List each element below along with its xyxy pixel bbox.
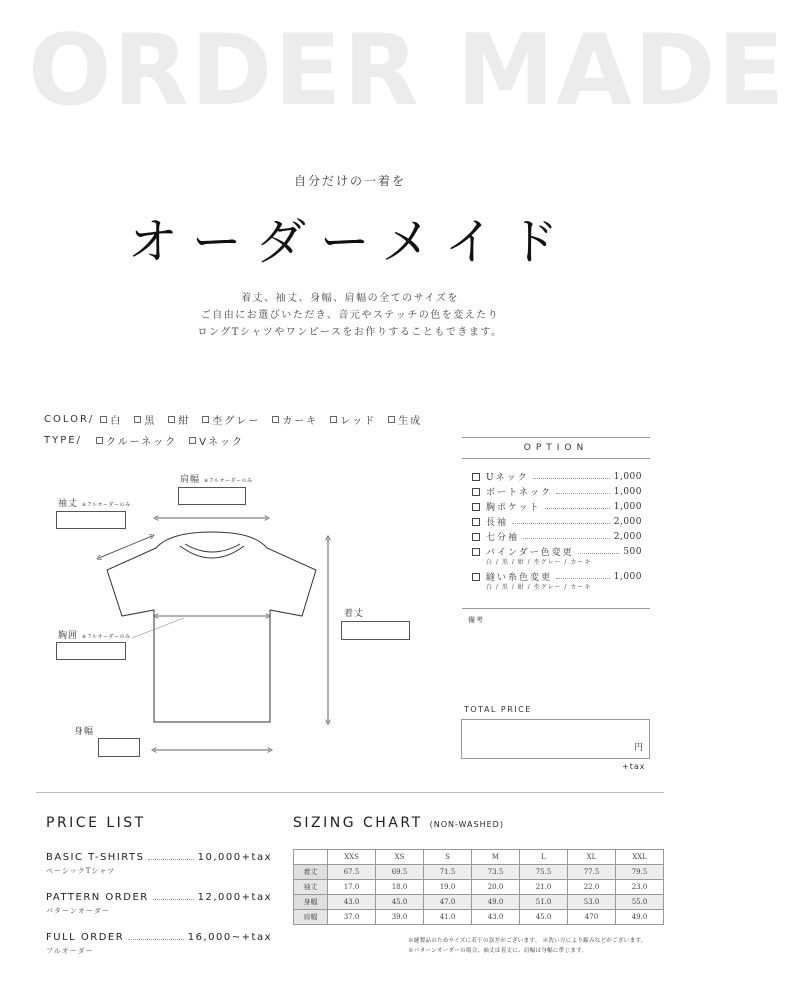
sizing-notes bbox=[408, 936, 647, 956]
checkbox[interactable] bbox=[189, 437, 196, 444]
description-line: ロングTシャツやワンピースをお作りすることもできます。 bbox=[197, 327, 503, 338]
table-row bbox=[294, 880, 664, 895]
row-label: 着丈 bbox=[294, 865, 328, 880]
option-thread-color[interactable]: 縫い糸色変更 1,000 bbox=[472, 569, 642, 584]
table-cell: 43.0 bbox=[328, 895, 376, 910]
table-corner bbox=[294, 850, 328, 865]
table-header: L bbox=[520, 850, 568, 865]
checkbox[interactable] bbox=[134, 416, 141, 423]
table-cell: 71.5 bbox=[424, 865, 472, 880]
table-cell: 75.5 bbox=[520, 865, 568, 880]
length-label: 着丈 bbox=[344, 609, 365, 619]
body-width-label: 身幅 bbox=[74, 727, 95, 737]
table-cell: 49.0 bbox=[472, 895, 520, 910]
background-title: ORDER MADE bbox=[28, 14, 786, 128]
table-header: XS bbox=[376, 850, 424, 865]
option-three-quarter-sleeve[interactable]: 七分袖 2,000 bbox=[472, 529, 642, 544]
table-cell: 67.5 bbox=[328, 865, 376, 880]
sizing-note: ※パターンオーダーの場合、袖丈は着丈に、肩幅は身幅に準じます。 bbox=[408, 948, 588, 954]
table-cell: 53.0 bbox=[568, 895, 616, 910]
description-line: 着丈、袖丈、身幅、肩幅の全てのサイズを bbox=[241, 293, 459, 304]
table-cell: 19.0 bbox=[424, 880, 472, 895]
table-cell: 79.5 bbox=[616, 865, 664, 880]
sleeve-label: 袖丈 ※フルオーダーのみ bbox=[58, 499, 131, 509]
price-item-sub: ベーシックTシャツ bbox=[46, 867, 116, 875]
option-panel bbox=[462, 437, 650, 609]
table-cell: 69.5 bbox=[376, 865, 424, 880]
checkbox[interactable] bbox=[472, 518, 480, 526]
checkbox[interactable] bbox=[388, 416, 395, 423]
color-option-white[interactable]: 白 bbox=[100, 412, 122, 427]
table-cell: 47.0 bbox=[424, 895, 472, 910]
checkbox[interactable] bbox=[330, 416, 337, 423]
table-header: XXL bbox=[616, 850, 664, 865]
table-cell: 20.0 bbox=[472, 880, 520, 895]
option-note: 白 / 黒 / 紺 / 杢グレー / カーキ bbox=[486, 559, 592, 566]
table-header: S bbox=[424, 850, 472, 865]
table-cell: 39.0 bbox=[376, 910, 424, 925]
sub-heading: 自分だけの一着を bbox=[293, 174, 406, 188]
currency-label: 円 bbox=[633, 743, 643, 753]
table-cell: 41.0 bbox=[424, 910, 472, 925]
table-row bbox=[294, 910, 664, 925]
table-row bbox=[294, 895, 664, 910]
total-price-box[interactable] bbox=[461, 719, 650, 759]
shoulder-input-box[interactable] bbox=[178, 487, 246, 505]
price-item-full bbox=[46, 932, 272, 956]
table-cell: 45.0 bbox=[376, 895, 424, 910]
type-label: TYPE/ bbox=[44, 435, 82, 446]
table-cell: 21.0 bbox=[520, 880, 568, 895]
color-option-navy[interactable]: 紺 bbox=[168, 412, 190, 427]
price-item-name: BASIC T-SHIRTS bbox=[46, 852, 145, 863]
price-item-sub: パターンオーダー bbox=[46, 907, 110, 915]
table-cell: 43.0 bbox=[472, 910, 520, 925]
chest-label: 胸囲 ※フルオーダーのみ bbox=[58, 631, 131, 641]
option-boat-neck[interactable]: ボートネック 1,000 bbox=[472, 484, 642, 499]
checkbox[interactable] bbox=[100, 416, 107, 423]
type-option-v-neck[interactable]: Vネック bbox=[189, 433, 244, 448]
row-label: 肩幅 bbox=[294, 910, 328, 925]
row-label: 袖丈 bbox=[294, 880, 328, 895]
color-option-khaki[interactable]: カーキ bbox=[272, 412, 318, 427]
checkbox[interactable] bbox=[472, 573, 480, 581]
color-option-heather-gray[interactable]: 杢グレー bbox=[202, 412, 260, 427]
description bbox=[0, 290, 700, 341]
checkbox[interactable] bbox=[202, 416, 209, 423]
length-input-box[interactable] bbox=[341, 621, 410, 640]
sleeve-input-box[interactable] bbox=[56, 511, 126, 529]
option-long-sleeve[interactable]: 長袖 2,000 bbox=[472, 514, 642, 529]
shoulder-label: 肩幅 ※フルオーダーのみ bbox=[180, 475, 253, 485]
checkbox[interactable] bbox=[272, 416, 279, 423]
color-option-red[interactable]: レッド bbox=[330, 412, 376, 427]
checkbox[interactable] bbox=[472, 473, 480, 481]
chest-input-box[interactable] bbox=[56, 642, 126, 660]
checkbox[interactable] bbox=[472, 488, 480, 496]
table-cell: 23.0 bbox=[616, 880, 664, 895]
table-header: XXS bbox=[328, 850, 376, 865]
sizing-chart-subtitle: (NON-WASHED) bbox=[429, 820, 504, 829]
checkbox[interactable] bbox=[472, 503, 480, 511]
table-cell: 51.0 bbox=[520, 895, 568, 910]
row-label: 身幅 bbox=[294, 895, 328, 910]
page-title: オーダーメイド bbox=[127, 213, 573, 271]
divider bbox=[462, 608, 650, 609]
table-header-row bbox=[294, 850, 664, 865]
option-chest-pocket[interactable]: 胸ポケット 1,000 bbox=[472, 499, 642, 514]
section-divider bbox=[36, 792, 664, 793]
tax-note: +tax bbox=[622, 762, 646, 771]
price-item-name: PATTERN ORDER bbox=[46, 892, 149, 903]
table-cell: 77.5 bbox=[568, 865, 616, 880]
checkbox[interactable] bbox=[96, 437, 103, 444]
sizing-table bbox=[293, 849, 664, 925]
table-cell: 55.0 bbox=[616, 895, 664, 910]
price-list-title: PRICE LIST bbox=[46, 815, 146, 831]
price-item-name: FULL ORDER bbox=[46, 932, 125, 943]
description-line: ご自由にお選びいただき、音元やステッチの色を変えたり bbox=[200, 310, 500, 321]
sizing-note: ※縫製品のためサイズに若干の誤差がございます。 ※洗い方により縮みなどがございます。 bbox=[408, 938, 647, 944]
color-option-black[interactable]: 黒 bbox=[134, 412, 156, 427]
table-cell: 18.0 bbox=[376, 880, 424, 895]
type-option-crew-neck[interactable]: クルーネック bbox=[96, 433, 177, 448]
color-label: COLOR/ bbox=[44, 414, 95, 425]
option-u-neck[interactable]: Uネック 1,000 bbox=[472, 469, 642, 484]
option-note: 白 / 黒 / 紺 / 杢グレー / カーキ bbox=[486, 584, 592, 591]
total-price-label: TOTAL PRICE bbox=[464, 705, 532, 714]
table-cell: 49.0 bbox=[616, 910, 664, 925]
table-cell: 45.0 bbox=[520, 910, 568, 925]
price-item-sub: フルオーダー bbox=[46, 947, 94, 955]
color-option-natural[interactable]: 生成 bbox=[388, 412, 422, 427]
price-item-pattern bbox=[46, 892, 272, 916]
option-list bbox=[462, 469, 650, 594]
checkbox[interactable] bbox=[472, 548, 480, 556]
checkbox[interactable] bbox=[472, 533, 480, 541]
price-item-basic bbox=[46, 852, 272, 876]
table-header: M bbox=[472, 850, 520, 865]
price-item-price: 10,000+tax bbox=[197, 852, 272, 863]
table-cell: 17.0 bbox=[328, 880, 376, 895]
table-cell: 73.5 bbox=[472, 865, 520, 880]
color-row bbox=[44, 412, 434, 427]
option-binder-color[interactable]: バインダー色変更 500 bbox=[472, 544, 642, 559]
body-width-input-box[interactable] bbox=[98, 738, 140, 757]
checkbox[interactable] bbox=[168, 416, 175, 423]
sizing-chart-title: SIZING CHART (NON-WASHED) bbox=[293, 815, 504, 831]
table-cell: 37.0 bbox=[328, 910, 376, 925]
type-row bbox=[44, 433, 256, 448]
price-item-price: 16,000~+tax bbox=[187, 932, 272, 943]
table-row bbox=[294, 865, 664, 880]
table-cell: 22.0 bbox=[568, 880, 616, 895]
price-item-price: 12,000+tax bbox=[197, 892, 272, 903]
table-cell: 470 bbox=[568, 910, 616, 925]
remarks-label: 備考 bbox=[468, 616, 484, 624]
table-header: XL bbox=[568, 850, 616, 865]
option-title: OPTION bbox=[462, 437, 650, 459]
